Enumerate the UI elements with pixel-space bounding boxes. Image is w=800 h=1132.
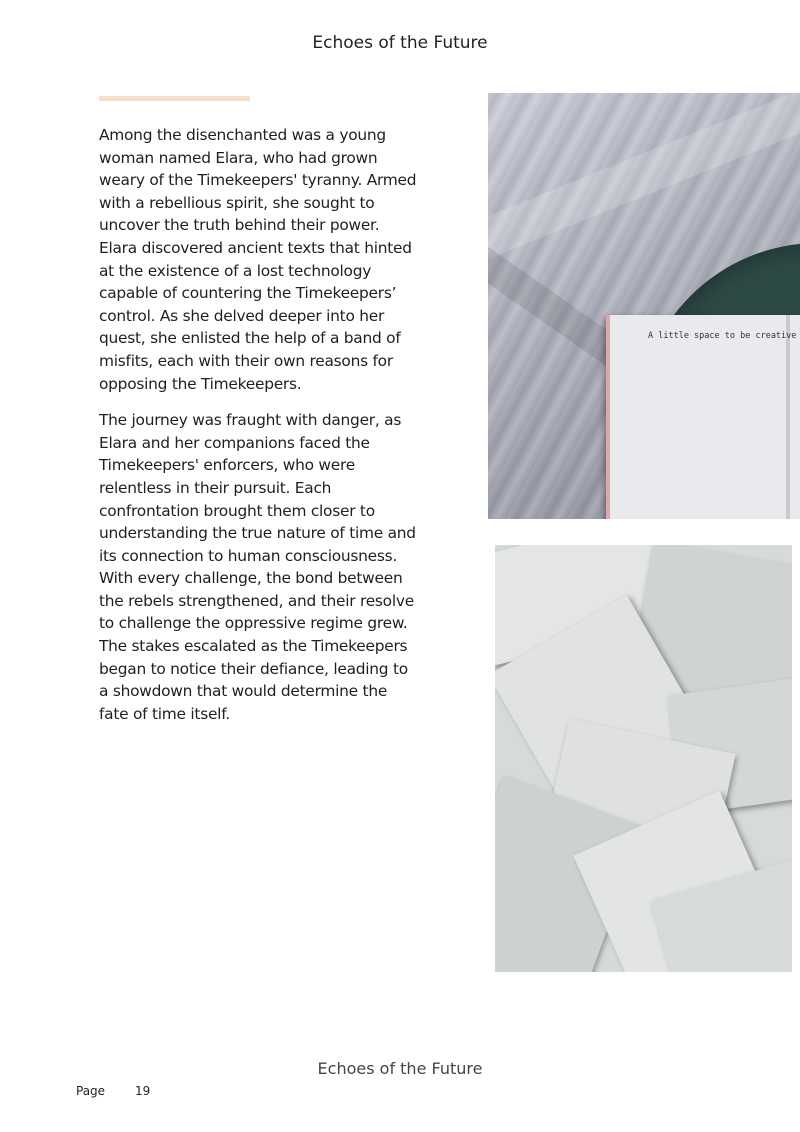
book-page-text: A little space to be creative — [648, 331, 797, 341]
header-title: Echoes of the Future — [312, 33, 488, 53]
body-text — [99, 124, 419, 739]
footer-title: Echoes of the Future — [317, 1059, 483, 1078]
open-book — [606, 315, 800, 519]
page-label: Page — [76, 1084, 106, 1098]
book-gutter — [786, 315, 790, 519]
paper-sheets-photo — [495, 545, 792, 972]
paragraph-1: Among the disenchanted was a young woman named Elara, who had grown weary of the Timekeepers' tyranny. Armed with a rebellious spirit, she sought to uncover the truth behind their power. Elara discovered ancient texts that hinted at the existence of a lost technology capable of countering the Timekeepers’ control. As she delved deeper into her quest, she enlisted the help of a band of misfits, each with their own reasons for opposing the Timekeepers. — [99, 126, 417, 393]
accent-rule — [99, 96, 250, 101]
page-number: 19 — [135, 1084, 151, 1098]
paragraph-2: The journey was fraught with danger, as Elara and her companions faced the Timekeepers' enforcers, who were relentless in their pursuit. Each confrontation brought them closer to understanding the true nature of time and its connection to human consciousness. With every challenge, the bond between the rebels strengthened, and their resolve to challenge the oppressive regime grew. The stakes escalated as the Timekeepers began to notice their defiance, leading to a showdown that would determine the fate of time itself. — [99, 411, 416, 723]
sheet-fold — [488, 93, 800, 266]
book-on-sheet-photo — [488, 93, 800, 519]
